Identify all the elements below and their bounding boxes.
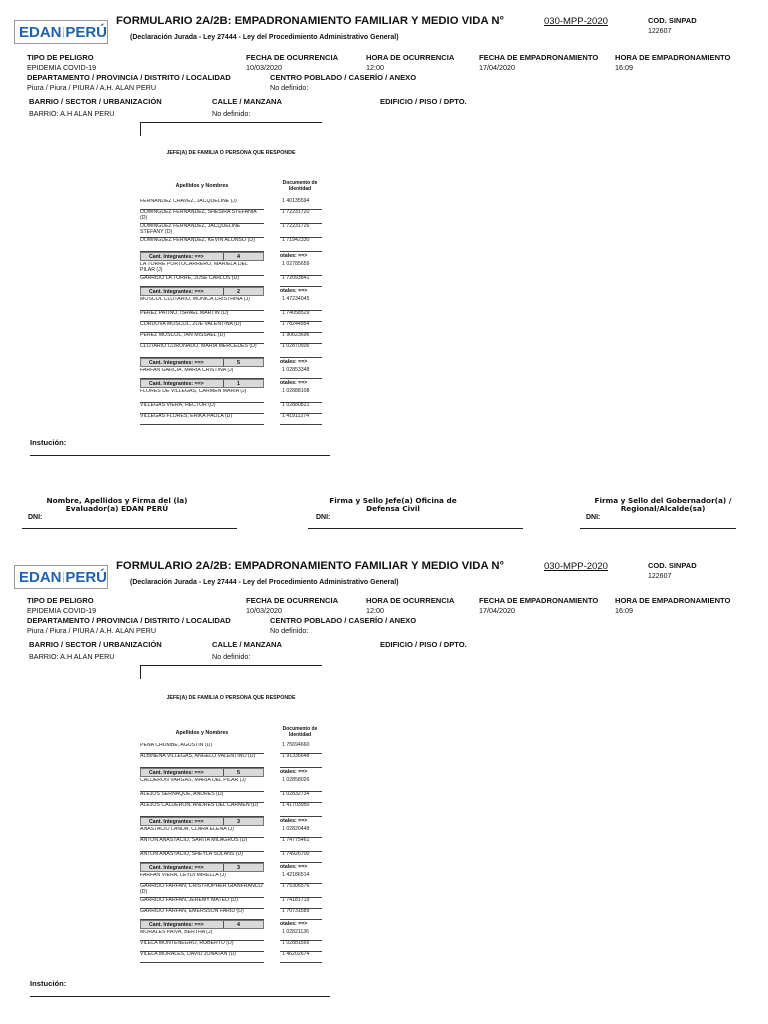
fecha-ocurrencia-label: FECHA DE OCURRENCIA xyxy=(246,596,339,605)
integrantes-value: 5 xyxy=(237,770,240,776)
signature-line-2 xyxy=(308,528,523,529)
integrantes-count-box xyxy=(140,863,264,872)
calle-label: CALLE / MANZANA xyxy=(212,97,283,106)
edan-peru-logo: EDAN PERÚ xyxy=(14,20,108,44)
table-row xyxy=(140,238,322,252)
table-top-border xyxy=(140,122,322,123)
signature-gobernador: Firma y Sello del Gobernador(a) / Regional/Alcalde(sa) xyxy=(594,496,732,513)
table-row xyxy=(140,210,322,224)
totales-label: otales: ==> xyxy=(280,380,308,386)
integrantes-count-box xyxy=(140,287,264,296)
count-divider xyxy=(223,769,224,776)
column-header-names: Apellidos y Nombres xyxy=(175,730,229,736)
form-title: FORMULARIO 2A/2B: EMPADRONAMIENTO FAMILIAR Y MEDIO VIDA N° xyxy=(116,560,504,572)
dni-label-3: DNI: xyxy=(586,514,601,521)
integrantes-label: Cant. Integrantes: ==> xyxy=(149,381,204,387)
integrantes-count-box xyxy=(140,817,264,826)
centro-poblado-value: No definido: xyxy=(270,626,309,635)
integrantes-label: Cant. Integrantes: ==> xyxy=(149,360,204,366)
institucion-label: Instución: xyxy=(30,438,67,447)
member-document: 1 71942330 xyxy=(280,238,322,252)
tipo-peligro-value: EPIDEMIA COVID-19 xyxy=(27,63,97,72)
member-name: VILELA MONTENEGRO, ROBERTO (D) xyxy=(140,941,264,952)
member-document: 1 40135594 xyxy=(280,199,322,210)
integrantes-value: 4 xyxy=(237,254,240,260)
fecha-empadronamiento-label: FECHA DE EMPADRONAMIENTO xyxy=(479,596,599,605)
member-document: 1 02858026 xyxy=(280,778,322,792)
integrantes-label: Cant. Integrantes: ==> xyxy=(149,819,204,825)
centro-poblado-value: No definido: xyxy=(270,83,309,92)
member-name: ANTON ANASTACIO, SARITA MILAGROS (D) xyxy=(140,838,264,852)
column-header-document: Documento de Identidad xyxy=(282,726,318,738)
hora-ocurrencia-value: 12:00 xyxy=(366,606,384,615)
member-document: 1 41703950 xyxy=(280,803,322,817)
table-top-border xyxy=(140,665,322,666)
member-document: 1 02820448 xyxy=(280,827,322,838)
member-document: 1 74775461 xyxy=(280,838,322,852)
member-name: VILLEGAS VIERA, HECTOR (D) xyxy=(140,403,264,414)
fecha-empadronamiento-value: 17/04/2020 xyxy=(479,606,515,615)
totales-label: otales: ==> xyxy=(280,864,308,870)
fecha-empadronamiento-label: FECHA DE EMPADRONAMIENTO xyxy=(479,53,599,62)
table-row xyxy=(140,852,322,863)
form-sheet-2 xyxy=(0,545,768,1024)
member-name: ANASTACIO LANDA, CLARA ELENA (J) xyxy=(140,827,264,838)
count-divider xyxy=(223,253,224,260)
member-document: 1 74058529 xyxy=(280,311,322,322)
member-document: 1 02870506 xyxy=(280,344,322,358)
member-name: GARRIDO LA TORRE, JOSE CARLOS (D) xyxy=(140,276,264,287)
member-document: 1 75694660 xyxy=(280,743,322,754)
sinpad-label: COD. SINPAD xyxy=(648,561,697,570)
edificio-label: EDIFICIO / PISO / DPTO. xyxy=(380,97,467,106)
member-document: 1 41911274 xyxy=(280,414,322,425)
member-name: CLOTARIO CORONADO, MARIA MERCEDES (D) xyxy=(140,344,264,358)
member-name: ALBINEÑA VILLEGAS, ANGELO VALENTINO (D) xyxy=(140,754,264,768)
sun-icon xyxy=(63,26,65,38)
member-document: 1 75306576 xyxy=(280,884,322,898)
integrantes-label: Cant. Integrantes: ==> xyxy=(149,289,204,295)
institucion-line xyxy=(30,996,330,997)
sinpad-value: 122607 xyxy=(648,28,672,35)
table-row xyxy=(140,262,322,276)
centro-poblado-label: CENTRO POBLADO / CASERÍO / ANEXO xyxy=(270,73,417,82)
sinpad-value: 122607 xyxy=(648,573,672,580)
integrantes-value: 2 xyxy=(237,289,240,295)
member-document: 1 72231726 xyxy=(280,224,322,238)
member-name: MORALES PAIVA, BERTHA (J) xyxy=(140,930,264,941)
member-document: 1 02881565 xyxy=(280,941,322,952)
signature-line-3 xyxy=(580,528,736,529)
institucion-label: Instución: xyxy=(30,979,67,988)
member-document: 1 02821136 xyxy=(280,930,322,941)
table-row xyxy=(140,803,322,817)
form-number: 030-MPP-2020 xyxy=(544,16,608,27)
member-name: PEÑA CHUMBE, AGUSTIN (D) xyxy=(140,743,264,754)
table-row xyxy=(140,368,322,379)
integrantes-label: Cant. Integrantes: ==> xyxy=(149,254,204,260)
totales-label: otales: ==> xyxy=(280,818,308,824)
member-document: 1 02853348 xyxy=(280,368,322,379)
member-document: 1 74926700 xyxy=(280,852,322,863)
integrantes-value: 5 xyxy=(237,360,240,366)
sinpad-label: COD. SINPAD xyxy=(648,16,697,25)
barrio-label: BARRIO / SECTOR / URBANIZACIÓN xyxy=(29,97,162,106)
member-name: ALEJOS CALDERON, ANDRES DEL CARMEN (D) xyxy=(140,803,264,817)
dni-label-1: DNI: xyxy=(28,514,43,521)
integrantes-value: 3 xyxy=(237,865,240,871)
edificio-label: EDIFICIO / PISO / DPTO. xyxy=(380,640,467,649)
signature-defensa-civil: Firma y Sello Jefe(a) Oficina de Defensa Civil xyxy=(329,496,457,513)
table-left-edge xyxy=(140,665,141,679)
institucion-line xyxy=(30,455,330,456)
table-left-edge xyxy=(140,122,141,136)
hora-ocurrencia-value: 12:00 xyxy=(366,63,384,72)
centro-poblado-label: CENTRO POBLADO / CASERÍO / ANEXO xyxy=(270,616,417,625)
member-name: DOMINGUEZ FERNANDEZ, JACQUELINE STEFANY (D) xyxy=(140,224,264,238)
member-name: GARRIDO FARFAN, CRISTHOPHER GIANFRANCO (D) xyxy=(140,884,264,898)
member-document: 1 47234045 xyxy=(280,297,322,311)
integrantes-value: 3 xyxy=(237,819,240,825)
count-divider xyxy=(223,818,224,825)
member-name: VILELA MORALES, DAVID JONATAN (D) xyxy=(140,952,264,963)
member-name: CORDOVA MOSCOL, ZOE VALENTINA (D) xyxy=(140,322,264,333)
member-document: 1 02888108 xyxy=(280,389,322,403)
table-row xyxy=(140,297,322,311)
member-name: GARRIDO FARFAN, EMERSSON FARID (D) xyxy=(140,909,264,920)
fecha-ocurrencia-label: FECHA DE OCURRENCIA xyxy=(246,53,339,62)
integrantes-count-box xyxy=(140,358,264,367)
table-row xyxy=(140,414,322,425)
family-table xyxy=(140,199,322,425)
fecha-empadronamiento-value: 17/04/2020 xyxy=(479,63,515,72)
member-name: FARFAN VIERA, LEYDI MIRELLA (J) xyxy=(140,873,264,884)
integrantes-count-box xyxy=(140,768,264,777)
barrio-value: BARRIO: A.H ALAN PERU xyxy=(29,109,115,118)
column-header-names: Apellidos y Nombres xyxy=(175,183,229,189)
table-row xyxy=(140,778,322,792)
table-row xyxy=(140,389,322,403)
member-name: LA TORRE PORTOCARRERO, MARIELA DEL PILAR (J) xyxy=(140,262,264,276)
departamento-label: DEPARTAMENTO / PROVINCIA / DISTRITO / LOCALIDAD xyxy=(27,73,231,82)
dni-label-2: DNI: xyxy=(316,514,331,521)
member-name: GARRIDO FARFAN, JEREMY MATEO (D) xyxy=(140,898,264,909)
jefe-familia-header: JEFE(A) DE FAMILIA O PERSONA QUE RESPONDE xyxy=(166,150,296,156)
member-name: ANTON ANASTACIO, SHEYLA SOLANS (D) xyxy=(140,852,264,863)
signature-line-1 xyxy=(22,528,237,529)
member-document: 1 42186514 xyxy=(280,873,322,884)
totales-label: otales: ==> xyxy=(280,769,308,775)
table-row xyxy=(140,952,322,963)
barrio-label: BARRIO / SECTOR / URBANIZACIÓN xyxy=(29,640,162,649)
table-row xyxy=(140,838,322,852)
tipo-peligro-value: EPIDEMIA COVID-19 xyxy=(27,606,97,615)
member-document: 1 72093841 xyxy=(280,276,322,287)
member-name: PEREZ MOSCOL, IAN MISSAEL (D) xyxy=(140,333,264,344)
member-name: DOMINGUEZ FERNANDEZ, SHESIRA STEFANIA (D) xyxy=(140,210,264,224)
hora-empadronamiento-label: HORA DE EMPADRONAMIENTO xyxy=(615,53,731,62)
member-name: CALDERON VARGAS, MARIA DEL PILAR (J) xyxy=(140,778,264,792)
member-name: VILLEGAS FLORES, ERIKA PAOLA (D) xyxy=(140,414,264,425)
edan-peru-logo: EDAN PERÚ xyxy=(14,565,108,589)
table-row xyxy=(140,909,322,920)
member-document: 1 91336648 xyxy=(280,754,322,768)
calle-label: CALLE / MANZANA xyxy=(212,640,283,649)
totales-label: otales: ==> xyxy=(280,288,308,294)
departamento-label: DEPARTAMENTO / PROVINCIA / DISTRITO / LOCALIDAD xyxy=(27,616,231,625)
jefe-familia-header: JEFE(A) DE FAMILIA O PERSONA QUE RESPONDE xyxy=(166,695,296,701)
hora-ocurrencia-label: HORA DE OCURRENCIA xyxy=(366,596,455,605)
integrantes-label: Cant. Integrantes: ==> xyxy=(149,770,204,776)
table-row xyxy=(140,884,322,898)
count-divider xyxy=(223,864,224,871)
member-name: DOMINGUEZ FERNANDEZ, KEVIN ALONSO (D) xyxy=(140,238,264,252)
departamento-value: Piura / Piura / PIURA / A.H. ALAN PERU xyxy=(27,626,157,635)
form-subtitle: (Declaración Jurada - Ley 27444 - Ley del Procedimiento Administrativo General) xyxy=(130,579,399,586)
hora-empadronamiento-value: 16:09 xyxy=(615,63,633,72)
fecha-ocurrencia-value: 10/03/2020 xyxy=(246,606,282,615)
member-name: PEREZ PATIÑO, ISRAEL MARTIN (D) xyxy=(140,311,264,322)
sun-icon xyxy=(63,571,65,583)
count-divider xyxy=(223,359,224,366)
calle-value: No definido: xyxy=(212,109,251,118)
member-name: ALEJOS SERNAQUE, ANDRES (D) xyxy=(140,792,264,803)
tipo-peligro-label: TIPO DE PELIGRO xyxy=(27,53,94,62)
member-name: MOSCOL CLOTARIO, MONICA CRISTHINA (J) xyxy=(140,297,264,311)
member-document: 1 70731589 xyxy=(280,909,322,920)
table-row xyxy=(140,224,322,238)
integrantes-label: Cant. Integrantes: ==> xyxy=(149,922,204,928)
departamento-value: Piura / Piura / PIURA / A.H. ALAN PERU xyxy=(27,83,157,92)
member-document: 1 02832734 xyxy=(280,792,322,803)
signature-evaluador: Nombre, Apellidos y Firma del (la) Evaluador(a) EDAN PERÚ xyxy=(46,496,188,513)
integrantes-label: Cant. Integrantes: ==> xyxy=(149,865,204,871)
family-table xyxy=(140,743,322,963)
member-document: 1 78244954 xyxy=(280,322,322,333)
member-document: 1 02785659 xyxy=(280,262,322,276)
totales-label: otales: ==> xyxy=(280,253,308,259)
hora-empadronamiento-label: HORA DE EMPADRONAMIENTO xyxy=(615,596,731,605)
member-document: 1 02880821 xyxy=(280,403,322,414)
column-header-document: Documento de Identidad xyxy=(282,180,318,192)
count-divider xyxy=(223,288,224,295)
form-number: 030-MPP-2020 xyxy=(544,561,608,572)
hora-ocurrencia-label: HORA DE OCURRENCIA xyxy=(366,53,455,62)
integrantes-value: 1 xyxy=(237,381,240,387)
count-divider xyxy=(223,380,224,387)
integrantes-value: 4 xyxy=(237,922,240,928)
integrantes-count-box xyxy=(140,920,264,929)
table-row xyxy=(140,754,322,768)
tipo-peligro-label: TIPO DE PELIGRO xyxy=(27,596,94,605)
barrio-value: BARRIO: A.H ALAN PERU xyxy=(29,652,115,661)
calle-value: No definido: xyxy=(212,652,251,661)
integrantes-count-box xyxy=(140,252,264,261)
fecha-ocurrencia-value: 10/03/2020 xyxy=(246,63,282,72)
table-row xyxy=(140,344,322,358)
hora-empadronamiento-value: 16:09 xyxy=(615,606,633,615)
member-document: 1 46202674 xyxy=(280,952,322,963)
count-divider xyxy=(223,921,224,928)
form-subtitle: (Declaración Jurada - Ley 27444 - Ley del Procedimiento Administrativo General) xyxy=(130,34,399,41)
member-name: FLORES DE VILLEGAS, CARMEN MARIA (J) xyxy=(140,389,264,403)
table-row xyxy=(140,276,322,287)
member-document: 1 90623696 xyxy=(280,333,322,344)
member-name: FARFAN GARCIA, MARIA CRISTINA (J) xyxy=(140,368,264,379)
member-document: 1 72231720 xyxy=(280,210,322,224)
integrantes-count-box xyxy=(140,379,264,388)
totales-label: otales: ==> xyxy=(280,921,308,927)
form-title: FORMULARIO 2A/2B: EMPADRONAMIENTO FAMILIAR Y MEDIO VIDA N° xyxy=(116,15,504,27)
member-name: FERNANDEZ CHAVEZ, JACQUELINE (J) xyxy=(140,199,264,210)
totales-label: otales: ==> xyxy=(280,359,308,365)
member-document: 1 74181719 xyxy=(280,898,322,909)
